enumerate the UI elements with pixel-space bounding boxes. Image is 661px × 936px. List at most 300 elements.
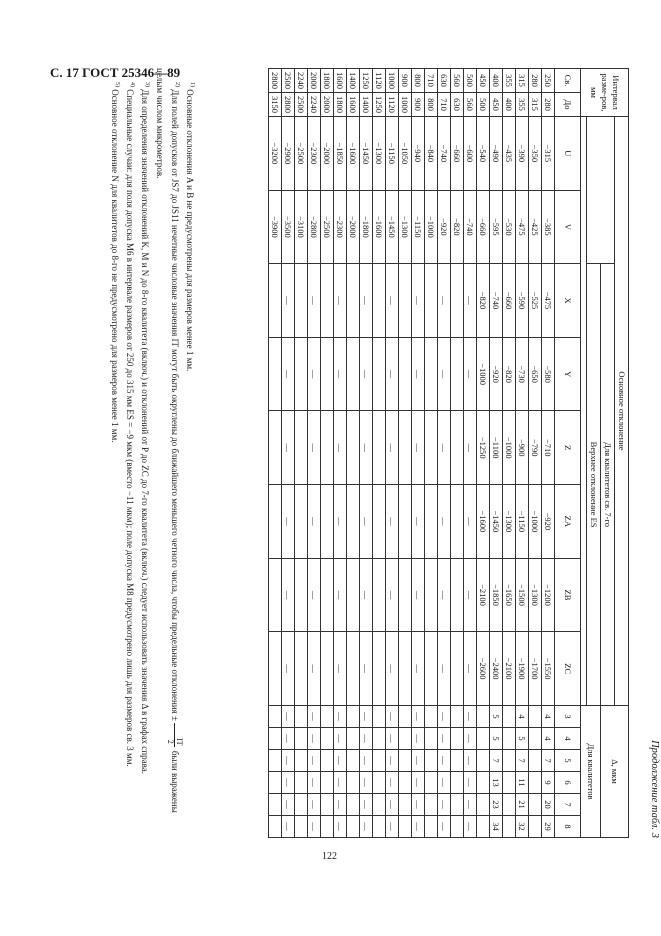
table-cell (347, 815, 360, 837)
table-cell: 7 (490, 749, 503, 771)
table-cell: −1050 (399, 117, 412, 191)
table-cell (451, 632, 464, 706)
table-cell: −1300 (529, 558, 542, 632)
table-cell: — (412, 815, 425, 837)
table-cell (373, 771, 386, 793)
table-cell (269, 485, 282, 559)
table-cell: −525 (529, 264, 542, 338)
footnote-3: $^{3)}$ Для определения значений отклонений K, M и N до 8-го квалитета (включ.) и отклонений от P до ZC до 7-го квалитета (включ.) следует использовать значения Δ в графах справа. (139, 82, 150, 774)
table-cell: 2500 (295, 93, 308, 117)
table-cell (321, 815, 334, 837)
table-cell (295, 727, 308, 749)
table-cell: 1600 (347, 93, 360, 117)
table-cell: 2800 (269, 69, 282, 93)
table-cell: 1400 (360, 93, 373, 117)
table-cell (295, 793, 308, 815)
table-cell (451, 771, 464, 793)
table-cell (373, 337, 386, 411)
table-row (360, 69, 373, 838)
table-cell (477, 727, 490, 749)
table-cell: — (412, 411, 425, 485)
table-cell (399, 264, 412, 338)
header-gap (581, 117, 587, 706)
table-row (477, 69, 490, 838)
table-cell: — (360, 411, 373, 485)
table-cell: 1120 (373, 69, 386, 93)
table-cell: — (464, 632, 477, 706)
table-row (295, 69, 308, 838)
col-deviation-x: X (555, 264, 581, 338)
table-cell: — (412, 771, 425, 793)
table-cell: −660 (503, 264, 516, 338)
table-cell (503, 705, 516, 727)
col-deviation-zc: ZC (555, 632, 581, 706)
table-row (529, 69, 542, 838)
table-cell: — (308, 749, 321, 771)
table-cell: 500 (477, 93, 490, 117)
table-cell: −540 (477, 117, 490, 191)
table-cell: — (282, 337, 295, 411)
table-cell: — (360, 264, 373, 338)
blank-header-uv (587, 117, 615, 264)
table-cell (347, 632, 360, 706)
table-row (412, 69, 425, 838)
table-cell: — (464, 264, 477, 338)
table-cell (321, 793, 334, 815)
footnote-1: $^{1)}$ Основные отклонения A и B не предусмотрены для размеров менее 1 мм. (185, 82, 195, 372)
table-cell: 315 (516, 69, 529, 93)
table-cell: 450 (490, 93, 503, 117)
table-cell: −1000 (529, 485, 542, 559)
table-cell (373, 793, 386, 815)
table-cell: 2500 (282, 69, 295, 93)
table-cell: −1500 (516, 558, 529, 632)
table-cell: — (464, 815, 477, 837)
table-cell: −2800 (308, 190, 321, 264)
table-cell: — (308, 411, 321, 485)
table-cell: — (360, 727, 373, 749)
table-cell: 400 (503, 93, 516, 117)
table-cell: −820 (503, 337, 516, 411)
table-cell (451, 485, 464, 559)
table-cell (503, 727, 516, 749)
table-cell (347, 705, 360, 727)
table-cell: −660 (477, 190, 490, 264)
table-cell: −2500 (321, 190, 334, 264)
table-cell: −315 (542, 117, 555, 191)
table-cell (321, 632, 334, 706)
table-continuation-caption: Продолжение табл. 3 (649, 740, 660, 838)
table-cell: −840 (425, 117, 438, 191)
table-cell: — (282, 815, 295, 837)
table-cell: — (334, 727, 347, 749)
table-cell: 630 (451, 93, 464, 117)
table-cell: — (386, 771, 399, 793)
table-cell: — (360, 558, 373, 632)
col-deviation-y: Y (555, 337, 581, 411)
table-cell: −1650 (503, 558, 516, 632)
col-deviation-z: Z (555, 411, 581, 485)
table-cell (295, 558, 308, 632)
table-cell: 400 (490, 69, 503, 93)
table-cell: — (386, 815, 399, 837)
table-row (516, 69, 529, 838)
table-cell (321, 558, 334, 632)
table-cell: −820 (477, 264, 490, 338)
grades-7-header: Для квалитетов св. 7-го (601, 264, 615, 706)
table-cell: 280 (529, 69, 542, 93)
table-cell (399, 749, 412, 771)
table-cell: — (464, 558, 477, 632)
table-cell: 2240 (295, 69, 308, 93)
col-grade-6: 6 (555, 771, 581, 793)
table-cell: 315 (529, 93, 542, 117)
table-cell: — (334, 558, 347, 632)
table-cell: −2300 (334, 190, 347, 264)
table-cell: — (438, 727, 451, 749)
table-cell (321, 485, 334, 559)
table-cell (451, 793, 464, 815)
table-row (503, 69, 516, 838)
table-cell: — (308, 337, 321, 411)
table-cell: — (360, 705, 373, 727)
table-cell (321, 337, 334, 411)
table-row (334, 69, 347, 838)
table-cell (451, 815, 464, 837)
table-cell (321, 264, 334, 338)
table-cell (399, 815, 412, 837)
table-cell: −1150 (412, 190, 425, 264)
col-grade-7: 7 (555, 793, 581, 815)
table-cell: — (386, 793, 399, 815)
table-cell: −530 (503, 190, 516, 264)
table-cell (399, 771, 412, 793)
table-cell: — (438, 558, 451, 632)
table-cell: −1000 (477, 337, 490, 411)
table-cell: −740 (490, 264, 503, 338)
col-deviation-v: V (555, 190, 581, 264)
table-cell (529, 749, 542, 771)
table-cell (425, 485, 438, 559)
table-cell (503, 771, 516, 793)
table-cell (399, 793, 412, 815)
table-cell (347, 793, 360, 815)
table-row (386, 69, 399, 838)
table-cell: −1000 (503, 411, 516, 485)
table-cell: — (464, 411, 477, 485)
table-cell: — (334, 749, 347, 771)
table-cell: −1300 (373, 117, 386, 191)
table-cell: — (412, 558, 425, 632)
table-cell: — (334, 771, 347, 793)
table-cell: — (412, 264, 425, 338)
table-cell: — (282, 705, 295, 727)
table-row (399, 69, 412, 838)
table-cell (347, 558, 360, 632)
table-cell: — (386, 727, 399, 749)
table-cell: 450 (477, 69, 490, 93)
table-cell (269, 771, 282, 793)
table-cell (373, 749, 386, 771)
table-cell (269, 264, 282, 338)
table-cell (321, 727, 334, 749)
table-cell: — (360, 815, 373, 837)
table-row (438, 69, 451, 838)
table-row (282, 69, 295, 838)
table-cell (529, 771, 542, 793)
table-cell: −900 (516, 411, 529, 485)
table-cell: −2300 (308, 117, 321, 191)
table-cell (399, 727, 412, 749)
table-cell: — (412, 705, 425, 727)
table-cell: −1600 (477, 485, 490, 559)
table-cell (269, 815, 282, 837)
table-cell: −1700 (529, 632, 542, 706)
table-cell (503, 749, 516, 771)
table-row (269, 69, 282, 838)
table-cell (373, 727, 386, 749)
table-cell: −820 (451, 190, 464, 264)
interval-header: Интервал разме-ров, мм (581, 69, 629, 117)
table-cell: 1400 (347, 69, 360, 93)
table-cell: −2100 (477, 558, 490, 632)
table-cell: 4 (542, 705, 555, 727)
col-deviation-zb: ZB (555, 558, 581, 632)
table-cell: 5 (516, 727, 529, 749)
table-cell: 11 (516, 771, 529, 793)
table-cell: −1600 (347, 117, 360, 191)
table-cell: — (334, 485, 347, 559)
table-row (308, 69, 321, 838)
table-row (542, 69, 555, 838)
table-cell: — (308, 632, 321, 706)
table-cell: — (464, 727, 477, 749)
table-cell: −475 (542, 264, 555, 338)
col-grade-4: 4 (555, 727, 581, 749)
table-cell: 4 (542, 727, 555, 749)
table-cell: 5 (490, 727, 503, 749)
table-cell (477, 771, 490, 793)
table-cell: — (464, 749, 477, 771)
table-cell: 20 (542, 793, 555, 815)
table-cell: 2000 (321, 93, 334, 117)
table-cell: 7 (516, 749, 529, 771)
table-cell: 9 (542, 771, 555, 793)
table-cell: — (438, 264, 451, 338)
table-cell (373, 815, 386, 837)
for-grades-header: Для квалитетов (581, 705, 601, 837)
table-cell: — (464, 771, 477, 793)
table-cell: −475 (516, 190, 529, 264)
table-cell: −1150 (516, 485, 529, 559)
table-cell: — (282, 264, 295, 338)
table-cell (503, 793, 516, 815)
table-cell: — (386, 411, 399, 485)
table-cell (399, 632, 412, 706)
table-cell (295, 264, 308, 338)
table-cell: — (360, 771, 373, 793)
table-cell: −2900 (282, 117, 295, 191)
table-row (425, 69, 438, 838)
table-cell (295, 749, 308, 771)
table-cell: −580 (542, 337, 555, 411)
table-cell: −490 (490, 117, 503, 191)
table-cell (321, 411, 334, 485)
table-cell: 21 (516, 793, 529, 815)
table-cell (269, 632, 282, 706)
table-cell: — (386, 337, 399, 411)
table-cell: — (282, 558, 295, 632)
table-cell: — (360, 485, 373, 559)
table-cell: −1450 (490, 485, 503, 559)
table-cell: 34 (490, 815, 503, 837)
table-cell (295, 485, 308, 559)
table-cell (321, 749, 334, 771)
table-cell: 900 (399, 69, 412, 93)
table-cell: −710 (542, 411, 555, 485)
col-deviation-za: ZA (555, 485, 581, 559)
upper-deviation-header: Верхнее отклонение ES (587, 264, 601, 706)
table-cell: — (308, 705, 321, 727)
table-cell: −1250 (477, 411, 490, 485)
table-row (464, 69, 477, 838)
table-cell: — (334, 815, 347, 837)
table-cell: — (386, 749, 399, 771)
table-cell: −3500 (282, 190, 295, 264)
table-cell (295, 815, 308, 837)
table-cell: — (438, 485, 451, 559)
col-grade-8: 8 (555, 815, 581, 837)
table-cell: 355 (503, 69, 516, 93)
table-cell: — (360, 337, 373, 411)
table-cell (425, 793, 438, 815)
table-cell (529, 793, 542, 815)
table-row (451, 69, 464, 838)
table-cell: −650 (529, 337, 542, 411)
table-cell (477, 793, 490, 815)
table-cell: −385 (542, 190, 555, 264)
page-number: 122 (322, 851, 337, 862)
table-cell: — (412, 632, 425, 706)
table-cell (269, 411, 282, 485)
table-cell: — (412, 727, 425, 749)
table-cell (503, 815, 516, 837)
table-cell: 1000 (399, 93, 412, 117)
table-cell: −590 (516, 264, 529, 338)
table-cell: — (308, 558, 321, 632)
table-cell: −940 (412, 117, 425, 191)
table-cell: — (386, 632, 399, 706)
table-cell: −2400 (490, 632, 503, 706)
table-cell (321, 771, 334, 793)
table-cell: — (438, 771, 451, 793)
table-cell: −435 (503, 117, 516, 191)
table-cell (399, 411, 412, 485)
table-cell: — (282, 411, 295, 485)
table-cell: — (438, 411, 451, 485)
table-cell (529, 727, 542, 749)
table-cell (425, 264, 438, 338)
table-cell: — (334, 264, 347, 338)
table-cell: −1200 (542, 558, 555, 632)
table-cell: 500 (464, 69, 477, 93)
table-cell: 560 (464, 93, 477, 117)
table-cell (269, 793, 282, 815)
col-from: Св. (555, 69, 581, 93)
table-cell: — (282, 727, 295, 749)
table-cell: 800 (425, 93, 438, 117)
table-cell (269, 337, 282, 411)
table-cell (529, 815, 542, 837)
table-cell: — (308, 771, 321, 793)
table-cell (529, 705, 542, 727)
table-cell: −600 (464, 117, 477, 191)
table-cell (347, 485, 360, 559)
table-cell: 630 (438, 69, 451, 93)
table-cell: 1120 (386, 93, 399, 117)
table-cell: 560 (451, 69, 464, 93)
table-cell (269, 749, 282, 771)
footnote-4: $^{4)}$ Специальные случаи: для поля допуска M6 в интервале размеров от 250 до 315 мм ES = −9 мкм (вместо −11 мкм); поле допуска M8 предусмотрено лишь для размеров св. 3 мм. (124, 82, 135, 767)
table-cell: −1150 (386, 117, 399, 191)
table-cell: — (282, 793, 295, 815)
table-cell: −390 (516, 117, 529, 191)
table-cell: 1600 (334, 69, 347, 93)
table-cell: — (412, 337, 425, 411)
table-cell (347, 337, 360, 411)
basic-deviation-header: Основное отклонение (615, 117, 629, 706)
table-cell (321, 705, 334, 727)
table-row (373, 69, 386, 838)
table-cell: −1000 (425, 190, 438, 264)
table-cell: −740 (438, 117, 451, 191)
table-cell: — (334, 705, 347, 727)
table-cell (425, 558, 438, 632)
table-cell: 29 (542, 815, 555, 837)
table-cell: — (438, 337, 451, 411)
table-cell: −1450 (360, 117, 373, 191)
table-cell: — (334, 793, 347, 815)
table-cell: — (386, 485, 399, 559)
rotated-page-content (40, 68, 660, 838)
table-cell: 13 (490, 771, 503, 793)
col-grade-5: 5 (555, 749, 581, 771)
table-cell: 2800 (282, 93, 295, 117)
table-cell: 2240 (308, 93, 321, 117)
table-row (321, 69, 334, 838)
table-cell: 900 (412, 93, 425, 117)
table-cell: −1850 (490, 558, 503, 632)
table-cell (477, 705, 490, 727)
table-cell: — (412, 793, 425, 815)
table-cell: — (282, 632, 295, 706)
table-cell: 250 (542, 69, 555, 93)
table-cell (295, 705, 308, 727)
table-cell (399, 485, 412, 559)
table-cell (373, 632, 386, 706)
table-cell: — (282, 485, 295, 559)
deviations-table (268, 68, 629, 838)
table-cell: −1100 (490, 411, 503, 485)
table-cell: −1900 (516, 632, 529, 706)
table-cell (399, 337, 412, 411)
fraction-it-over-2: IT 2 (166, 723, 183, 747)
table-cell (425, 632, 438, 706)
table-cell (399, 705, 412, 727)
table-cell: — (282, 749, 295, 771)
table-cell: — (334, 632, 347, 706)
table-cell: −2100 (503, 632, 516, 706)
